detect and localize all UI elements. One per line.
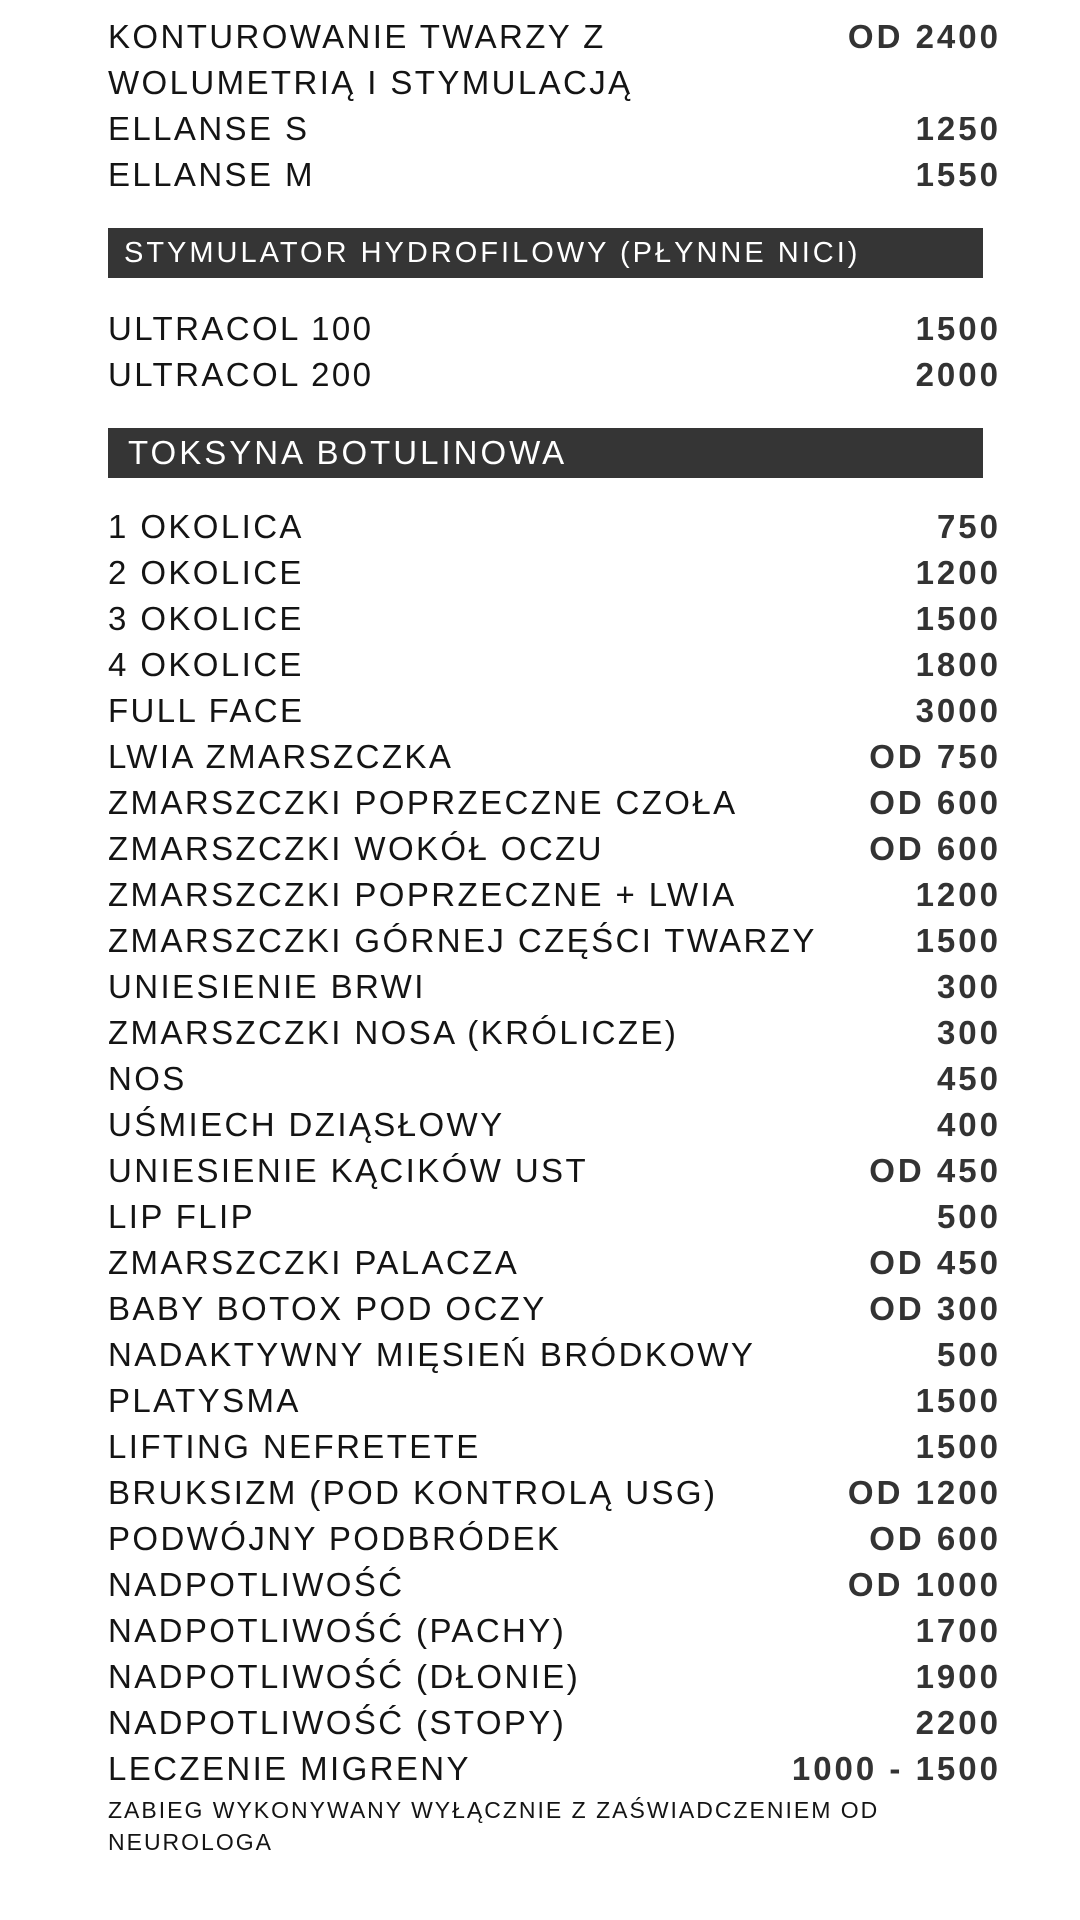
price-row (108, 106, 1001, 152)
price-row (108, 504, 1001, 550)
treatment-price: OD 600 (869, 1520, 1001, 1557)
treatment-price: 1800 (915, 646, 1001, 683)
treatment-name: ELLANSE M (108, 156, 315, 193)
treatment-name: 3 OKOLICE (108, 600, 304, 637)
treatment-price: 1500 (915, 600, 1001, 637)
treatment-name: ZMARSZCZKI GÓRNEJ CZĘŚCI TWARZY (108, 922, 817, 959)
treatment-name: PLATYSMA (108, 1382, 301, 1419)
price-row (108, 14, 1001, 106)
treatment-price: 1200 (915, 554, 1001, 591)
price-list (108, 14, 1001, 1858)
treatment-price: 1500 (915, 922, 1001, 959)
treatment-price: OD 600 (869, 830, 1001, 867)
price-row (108, 780, 1001, 826)
treatment-name: LIFTING NEFRETETE (108, 1428, 481, 1465)
treatment-price: 3000 (915, 692, 1001, 729)
treatment-price: 500 (936, 1198, 1001, 1235)
treatment-name: UNIESIENIE KĄCIKÓW UST (108, 1152, 589, 1189)
treatment-price: 300 (936, 1014, 1001, 1051)
treatment-name: ULTRACOL 200 (108, 356, 374, 393)
treatment-price: OD 450 (869, 1152, 1001, 1189)
treatment-price: OD 1200 (847, 1474, 1001, 1511)
price-row (108, 1562, 1001, 1608)
treatment-price: 1550 (915, 156, 1001, 193)
price-row (108, 152, 1001, 198)
treatment-name: NOS (108, 1060, 187, 1097)
price-row (108, 964, 1001, 1010)
price-row (108, 1378, 1001, 1424)
price-row (108, 306, 1001, 352)
treatment-price: 1700 (915, 1612, 1001, 1649)
treatment-price: 2200 (915, 1704, 1001, 1741)
treatment-price: OD 2400 (847, 18, 1001, 55)
price-row (108, 688, 1001, 734)
treatment-price: 1900 (915, 1658, 1001, 1695)
price-row (108, 1286, 1001, 1332)
price-row (108, 1654, 1001, 1700)
treatment-name: NADPOTLIWOŚĆ (PACHY) (108, 1612, 567, 1649)
price-row (108, 1516, 1001, 1562)
section-header-stymulator: STYMULATOR HYDROFILOWY (PŁYNNE NICI) (108, 228, 983, 278)
treatment-price: 1250 (915, 110, 1001, 147)
price-row (108, 1424, 1001, 1470)
price-row (108, 826, 1001, 872)
treatment-name: UŚMIECH DZIĄSŁOWY (108, 1106, 505, 1143)
treatment-price: 1000 - 1500 (791, 1750, 1001, 1787)
price-row (108, 596, 1001, 642)
price-row (108, 1332, 1001, 1378)
treatment-price: 300 (936, 968, 1001, 1005)
botox-price-list (108, 504, 1001, 1792)
treatment-price: 450 (936, 1060, 1001, 1097)
treatment-name: BABY BOTOX POD OCZY (108, 1290, 547, 1327)
treatment-price: 1500 (915, 1428, 1001, 1465)
treatment-price: 400 (936, 1106, 1001, 1143)
price-row (108, 1470, 1001, 1516)
treatment-name: NADPOTLIWOŚĆ (DŁONIE) (108, 1658, 581, 1695)
treatment-name: LWIA ZMARSZCZKA (108, 738, 454, 775)
treatment-name: FULL FACE (108, 692, 305, 729)
price-row (108, 1010, 1001, 1056)
treatment-price: 750 (936, 508, 1001, 545)
treatment-name: NADPOTLIWOŚĆ (108, 1566, 405, 1603)
treatment-name: ZMARSZCZKI PALACZA (108, 1244, 520, 1281)
price-row (108, 1102, 1001, 1148)
treatment-name: ELLANSE S (108, 110, 310, 147)
price-row (108, 872, 1001, 918)
treatment-note: ZABIEG WYKONYWANY WYŁĄCZNIE Z ZAŚWIADCZENIEM OD NEUROLOGA (108, 1797, 880, 1855)
treatment-name: ULTRACOL 100 (108, 310, 374, 347)
treatment-name: NADAKTYWNY MIĘSIEŃ BRÓDKOWY (108, 1336, 756, 1373)
price-row (108, 1700, 1001, 1746)
treatment-name: 2 OKOLICE (108, 554, 304, 591)
price-row (108, 1148, 1001, 1194)
price-row (108, 1608, 1001, 1654)
price-row (108, 1056, 1001, 1102)
treatment-price: 1200 (915, 876, 1001, 913)
treatment-name: ZMARSZCZKI POPRZECZNE + LWIA (108, 876, 737, 913)
treatment-name: ZMARSZCZKI WOKÓŁ OCZU (108, 830, 604, 867)
price-row (108, 918, 1001, 964)
price-row (108, 352, 1001, 398)
treatment-name: BRUKSIZM (POD KONTROLĄ USG) (108, 1474, 718, 1511)
treatment-price: OD 750 (869, 738, 1001, 775)
treatment-price: 2000 (915, 356, 1001, 393)
treatment-price: OD 300 (869, 1290, 1001, 1327)
price-row (108, 734, 1001, 780)
treatment-name: UNIESIENIE BRWI (108, 968, 426, 1005)
treatment-name: LIP FLIP (108, 1198, 255, 1235)
treatment-price: 1500 (915, 1382, 1001, 1419)
treatment-name: PODWÓJNY PODBRÓDEK (108, 1520, 562, 1557)
price-row (108, 550, 1001, 596)
treatment-name: KONTUROWANIE TWARZY Z WOLUMETRIĄ I STYMULACJĄ (108, 18, 633, 101)
section-header-toksyna: TOKSYNA BOTULINOWA (108, 428, 983, 478)
treatment-price: OD 450 (869, 1244, 1001, 1281)
treatment-name: NADPOTLIWOŚĆ (STOPY) (108, 1704, 567, 1741)
treatment-name: LECZENIE MIGRENY (108, 1750, 471, 1787)
treatment-price: 500 (936, 1336, 1001, 1373)
price-row (108, 1240, 1001, 1286)
treatment-price: 1500 (915, 310, 1001, 347)
treatment-name: ZMARSZCZKI POPRZECZNE CZOŁA (108, 784, 738, 821)
treatment-name: ZMARSZCZKI NOSA (KRÓLICZE) (108, 1014, 679, 1051)
treatment-price: OD 1000 (847, 1566, 1001, 1603)
price-row (108, 1194, 1001, 1240)
treatment-name: 4 OKOLICE (108, 646, 304, 683)
treatment-name: 1 OKOLICA (108, 508, 304, 545)
price-row (108, 642, 1001, 688)
price-row (108, 1746, 1001, 1792)
treatment-price: OD 600 (869, 784, 1001, 821)
